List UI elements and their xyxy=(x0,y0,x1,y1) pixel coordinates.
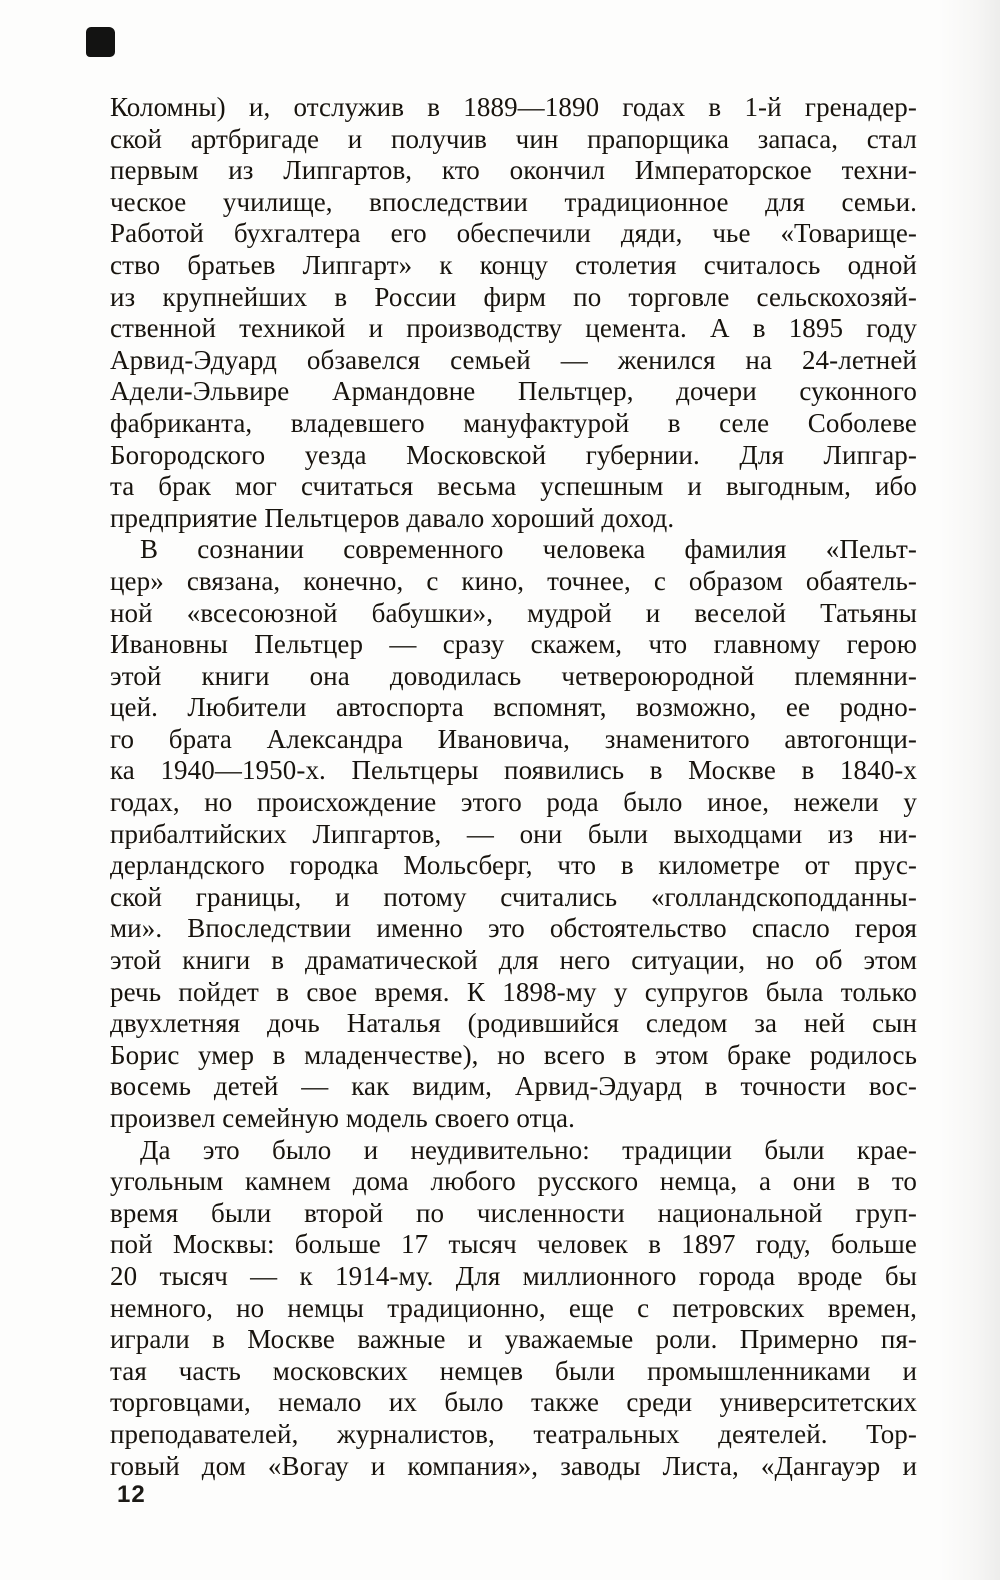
text-line: ственной техникой и производству цемента. А в 1895 году xyxy=(110,313,917,344)
text-line: цер» связана, конечно, с кино, точнее, с образом обаятель- xyxy=(110,565,917,596)
scan-ink-mark xyxy=(86,27,115,57)
text-line: Арвид-Эдуард обзавелся семьей — женился на 24-летней xyxy=(110,344,917,375)
text-line: прибалтийских Липгартов, — они были выходцами из ни- xyxy=(110,818,917,849)
text-line: пой Москвы: больше 17 тысяч человек в 1897 году, больше xyxy=(110,1229,917,1260)
text-line: ми». Впоследствии именно это обстоятельство спасло героя xyxy=(110,913,917,944)
text-line: произвел семейную модель своего отца. xyxy=(110,1103,575,1133)
text-line: ной «всесоюзной бабушки», мудрой и веселой Татьяны xyxy=(110,597,917,628)
text-line: ческое училище, впоследствии традиционное для семьи. xyxy=(110,186,917,217)
text-line: ской артбригаде и получив чин прапорщика запаса, стал xyxy=(110,123,917,154)
text-line: В сознании современного человека фамилия «Пельт- xyxy=(140,534,917,565)
text-line: Богородского уезда Московской губернии. Для Липгар- xyxy=(110,439,917,470)
text-line: восемь детей — как видим, Арвид-Эдуард в точности вос- xyxy=(110,1071,917,1102)
text-line: играли в Москве важные и уважаемые роли. Примерно пя- xyxy=(110,1324,917,1355)
text-line: го брата Александра Ивановича, знаменитого автогонщи- xyxy=(110,723,917,754)
text-line: предприятие Пельтцеров давало хороший доход. xyxy=(110,502,675,533)
text-line: фабриканта, владевшего мануфактурой в селе Соболеве xyxy=(110,407,917,438)
paragraph xyxy=(110,534,917,1134)
page-number: 12 xyxy=(117,1481,146,1508)
text-line: торговцами, немало их было также среди университетских xyxy=(110,1387,917,1418)
text-line: Адели-Эльвире Армандовне Пельтцер, дочери суконного xyxy=(110,376,917,407)
text-line: двухлетняя дочь Наталья (родившийся следом за ней сын xyxy=(110,1008,917,1039)
text-line: этой книги она доводилась четвероюродной племянни- xyxy=(110,660,917,691)
text-line: речь пойдет в свое время. К 1898-му у супругов была только xyxy=(110,976,917,1007)
text-line: Ивановны Пельтцер — сразу скажем, что главному герою xyxy=(110,629,917,660)
text-line: угольным камнем дома любого русского немца, а они в то xyxy=(110,1166,917,1197)
text-line: Да это было и неудивительно: традиции были крае- xyxy=(140,1134,917,1165)
text-line: из крупнейших в России фирм по торговле сельскохозяй- xyxy=(110,281,917,312)
text-line: преподавателей, журналистов, театральных деятелей. Тор- xyxy=(110,1418,917,1449)
page-edge-shading xyxy=(940,0,1000,1580)
text-line: ка 1940—1950-х. Пельтцеры появились в Москве в 1840-х xyxy=(110,755,917,786)
text-line: та брак мог считаться весьма успешным и выгодным, ибо xyxy=(110,471,917,502)
text-line: этой книги в драматической для него ситуации, но об этом xyxy=(110,945,917,976)
text-line: ской границы, и потому считались «голландскоподданны- xyxy=(110,881,917,912)
text-line: дерландского городка Мольсберг, что в километре от прус- xyxy=(110,850,917,881)
text-line: цей. Любители автоспорта вспомнят, возможно, ее родно- xyxy=(110,692,917,723)
text-block xyxy=(110,92,917,1482)
text-line: 20 тысяч — к 1914-му. Для миллионного города вроде бы xyxy=(110,1260,917,1291)
text-line: Коломны) и, отслужив в 1889—1890 годах в 1-й гренадер- xyxy=(110,92,917,122)
paragraph xyxy=(110,1135,917,1483)
text-line: первым из Липгартов, кто окончил Императорское техни- xyxy=(110,155,917,186)
paragraph xyxy=(110,92,917,534)
text-line: немного, но немцы традиционно, еще с петровских времен, xyxy=(110,1292,917,1323)
text-line: Борис умер в младенчестве), но всего в этом браке родилось xyxy=(110,1039,917,1070)
text-line: ство братьев Липгарт» к концу столетия считалось одной xyxy=(110,249,917,280)
text-line: тая часть московских немцев были промышленниками и xyxy=(110,1355,917,1386)
text-line: время были второй по численности национальной груп- xyxy=(110,1197,917,1228)
text-line: годах, но происхождение этого рода было иное, нежели у xyxy=(110,787,917,818)
text-line: Работой бухгалтера его обеспечили дяди, чье «Товарище- xyxy=(110,218,917,249)
text-line: говый дом «Вогау и компания», заводы Листа, «Дангауэр и xyxy=(110,1450,917,1481)
